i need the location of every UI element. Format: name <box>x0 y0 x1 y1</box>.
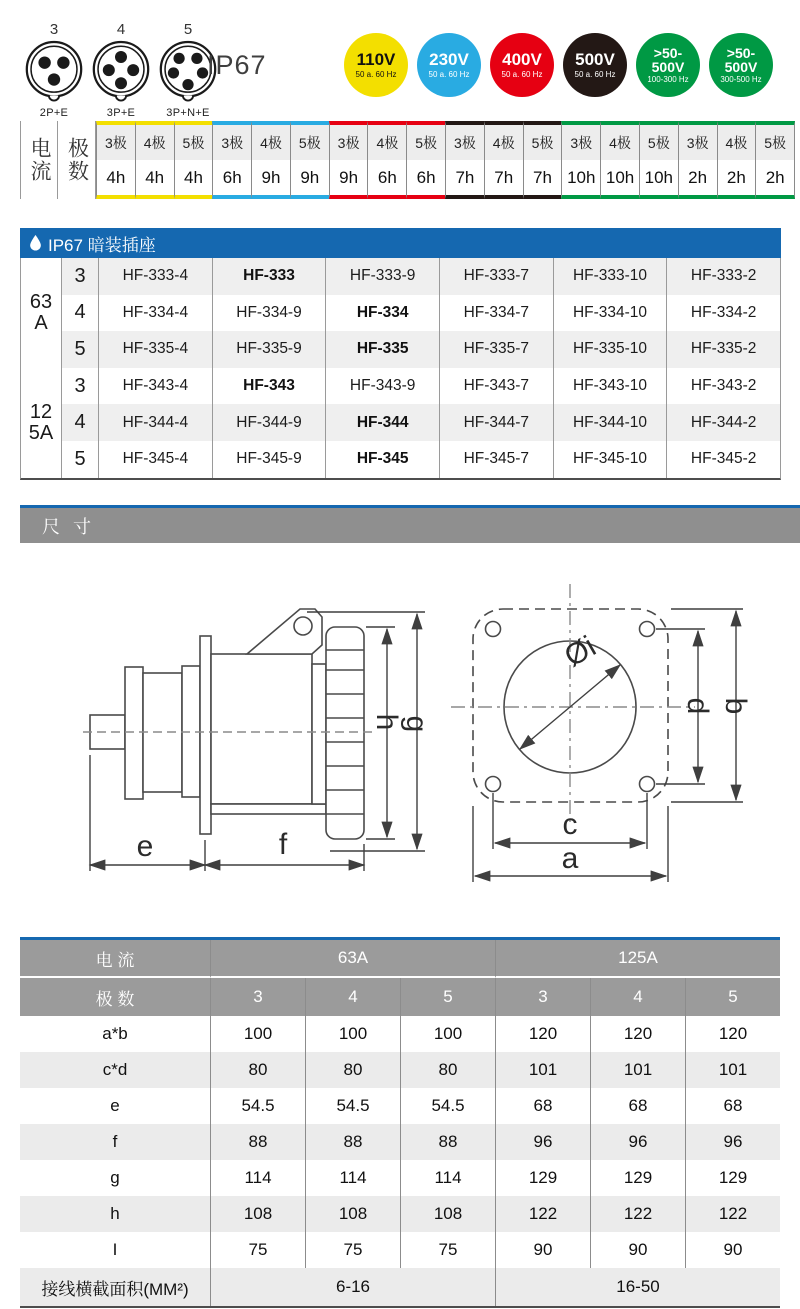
model-cell: HF-343-2 <box>666 368 780 405</box>
connector-4pin <box>91 22 151 119</box>
dimensions-section-header <box>20 505 800 543</box>
pole-cell: 4极 <box>601 125 639 160</box>
voltage-badges <box>344 33 773 97</box>
model-cell: HF-345 <box>325 441 439 478</box>
pole-cell: 4极 <box>485 125 523 160</box>
dim-row-label: h <box>20 1196 210 1232</box>
hour-col <box>290 121 329 199</box>
hour-col <box>523 121 562 199</box>
hour-cell: 10h <box>601 160 639 195</box>
connector-pin-count: 5 <box>183 21 193 38</box>
dim-value: 88 <box>210 1124 305 1160</box>
model-cell: HF-334-2 <box>666 295 780 332</box>
model-cell: HF-343-10 <box>553 368 667 405</box>
hour-col <box>367 121 406 199</box>
model-cell: HF-343-9 <box>325 368 439 405</box>
hour-col <box>251 121 290 199</box>
dim-value: 90 <box>590 1232 685 1268</box>
dim-row-label: f <box>20 1124 210 1160</box>
current-63a-header: 63A <box>210 940 495 978</box>
frequency-label: 100-300 Hz <box>647 75 689 85</box>
dim-row-label: e <box>20 1088 210 1124</box>
front-view-drawing <box>445 572 780 917</box>
model-cell: HF-344-2 <box>666 404 780 441</box>
wire-section-value: 16-50 <box>495 1268 780 1306</box>
model-cell: HF-344 <box>325 404 439 441</box>
dim-value: 75 <box>305 1232 400 1268</box>
pole-cell: 4极 <box>136 125 174 160</box>
pole-cell: 5极 <box>640 125 678 160</box>
model-cell: HF-334-7 <box>439 295 553 332</box>
hour-col <box>561 121 600 199</box>
voltage-label: >50- <box>653 44 683 61</box>
pole-cell: 3极 <box>213 125 251 160</box>
hour-col <box>212 121 251 199</box>
hour-cell: 9h <box>330 160 368 195</box>
pole-cell: 5极 <box>175 125 213 160</box>
model-cell: HF-343 <box>212 368 326 405</box>
dim-value: 96 <box>495 1124 590 1160</box>
dim-value: 120 <box>685 1016 780 1052</box>
ip-rating-text: IP67 <box>207 50 267 80</box>
dim-value: 108 <box>400 1196 495 1232</box>
model-cell: HF-345-2 <box>666 441 780 478</box>
dim-value: 122 <box>685 1196 780 1232</box>
frequency-label: 50 a. 60 Hz <box>428 69 470 79</box>
connector-pin-count: 3 <box>49 21 59 38</box>
hour-col <box>174 121 213 199</box>
dim-value: 108 <box>210 1196 305 1232</box>
pole-row-header: 极数 <box>58 121 96 199</box>
voltage-label: 500V <box>575 50 615 70</box>
dim-value: 120 <box>495 1016 590 1052</box>
model-cell: HF-334-10 <box>553 295 667 332</box>
voltage-badge-50-500v-low <box>636 33 700 97</box>
hour-col <box>678 121 717 199</box>
pole-cell: 3极 <box>330 125 368 160</box>
pole-cell: 4极 <box>718 125 756 160</box>
hour-col <box>755 121 795 199</box>
dim-value: 80 <box>305 1052 400 1088</box>
hour-cell: 2h <box>756 160 794 195</box>
models-section-title: IP67 暗装插座 <box>48 235 156 255</box>
pole-cell: 5极 <box>291 125 329 160</box>
dim-value: 120 <box>590 1016 685 1052</box>
hour-cell: 9h <box>252 160 290 195</box>
hour-col <box>406 121 445 199</box>
model-cell: HF-335-7 <box>439 331 553 368</box>
model-cell: HF-344-7 <box>439 404 553 441</box>
dim-value: 96 <box>685 1124 780 1160</box>
dim-value: 100 <box>400 1016 495 1052</box>
hour-col <box>445 121 484 199</box>
dim-value: 100 <box>210 1016 305 1052</box>
pole-cell: 3极 <box>446 125 484 160</box>
model-cell: HF-335-2 <box>666 331 780 368</box>
dim-value: 88 <box>305 1124 400 1160</box>
connector-config-label: 2P+E <box>39 107 69 119</box>
model-cell: HF-333-2 <box>666 258 780 295</box>
voltage-label: 400V <box>502 50 542 70</box>
voltage-badge-50-500v-high <box>709 33 773 97</box>
pole-count-cell: 5 <box>61 441 98 478</box>
model-cell: HF-335-10 <box>553 331 667 368</box>
dim-value: 100 <box>305 1016 400 1052</box>
connector-3pin-icon <box>24 39 84 105</box>
hour-col <box>639 121 678 199</box>
dim-value: 54.5 <box>305 1088 400 1124</box>
model-cell: HF-333-9 <box>325 258 439 295</box>
dim-value: 96 <box>590 1124 685 1160</box>
hour-cell: 4h <box>136 160 174 195</box>
pole-header: 5 <box>685 978 780 1016</box>
pole-cell: 5极 <box>524 125 562 160</box>
dimensions-section-title: 尺 寸 <box>42 516 96 537</box>
dim-value: 114 <box>305 1160 400 1196</box>
dim-value: 129 <box>495 1160 590 1196</box>
dim-value: 129 <box>590 1160 685 1196</box>
model-cell: HF-333-7 <box>439 258 553 295</box>
dim-value: 122 <box>590 1196 685 1232</box>
model-cell: HF-333 <box>212 258 326 295</box>
dim-label-c: c <box>562 808 578 841</box>
dim-value: 90 <box>685 1232 780 1268</box>
pole-cell: 5极 <box>756 125 794 160</box>
voltage-badge-400v <box>490 33 554 97</box>
model-cell: HF-333-10 <box>553 258 667 295</box>
model-cell: HF-345-10 <box>553 441 667 478</box>
connector-3pin <box>24 22 84 119</box>
water-drop-icon <box>30 235 41 251</box>
frequency-label: 50 a. 60 Hz <box>501 69 543 79</box>
connector-pinout-group <box>24 22 218 119</box>
hour-col <box>600 121 639 199</box>
model-cell: HF-345-4 <box>98 441 212 478</box>
pole-hour-table <box>20 121 795 199</box>
dim-value: 122 <box>495 1196 590 1232</box>
dim-value: 101 <box>590 1052 685 1088</box>
voltage-badge-110v <box>344 33 408 97</box>
current-row-header: 电流 <box>20 121 58 199</box>
hour-cell: 4h <box>97 160 135 195</box>
dim-value: 101 <box>685 1052 780 1088</box>
dim-value: 68 <box>685 1088 780 1124</box>
pole-count-cell: 3 <box>61 258 98 295</box>
current-header-label: 电 流 <box>20 940 210 978</box>
dim-value: 129 <box>685 1160 780 1196</box>
model-cell: HF-334 <box>325 295 439 332</box>
hour-col <box>484 121 523 199</box>
model-cell: HF-334-4 <box>98 295 212 332</box>
hour-cell: 9h <box>291 160 329 195</box>
frequency-label: 50 a. 60 Hz <box>355 69 397 79</box>
model-cell: HF-345-7 <box>439 441 553 478</box>
model-cell: HF-333-4 <box>98 258 212 295</box>
model-cell: HF-343-4 <box>98 368 212 405</box>
voltage-badge-500v <box>563 33 627 97</box>
dim-value: 75 <box>400 1232 495 1268</box>
pole-header: 3 <box>210 978 305 1016</box>
voltage-label: 230V <box>429 50 469 70</box>
connector-config-label: 3P+E <box>106 107 136 119</box>
connector-config-label: 3P+N+E <box>166 107 210 119</box>
model-cell: HF-335-4 <box>98 331 212 368</box>
pole-count-cell: 5 <box>61 331 98 368</box>
hour-cell: 2h <box>718 160 756 195</box>
hour-cell: 7h <box>524 160 562 195</box>
dim-value: 54.5 <box>210 1088 305 1124</box>
dim-label-h: h <box>370 713 403 731</box>
model-cell: HF-343-7 <box>439 368 553 405</box>
hour-cell: 6h <box>407 160 445 195</box>
pole-header: 3 <box>495 978 590 1016</box>
hour-cell: 4h <box>175 160 213 195</box>
voltage-label: 500V <box>724 59 758 75</box>
dim-value: 68 <box>590 1088 685 1124</box>
models-table <box>20 258 781 480</box>
pole-count-cell: 4 <box>61 404 98 441</box>
pole-header: 5 <box>400 978 495 1016</box>
current-rating-cell: 125A <box>21 368 61 478</box>
dim-label-b: b <box>719 697 752 715</box>
model-cell: HF-335-9 <box>212 331 326 368</box>
model-cell: HF-344-9 <box>212 404 326 441</box>
wire-section-label: 接线横截面积(MM²) <box>20 1268 210 1306</box>
dim-label-f: f <box>278 828 288 861</box>
dim-value: 75 <box>210 1232 305 1268</box>
dim-row-label: g <box>20 1160 210 1196</box>
hour-col <box>135 121 174 199</box>
hour-cell: 6h <box>368 160 406 195</box>
voltage-label: 500V <box>651 59 685 75</box>
hour-cell: 7h <box>446 160 484 195</box>
hour-cell: 10h <box>562 160 600 195</box>
dim-value: 80 <box>210 1052 305 1088</box>
pole-header: 4 <box>305 978 400 1016</box>
dim-label-d: d <box>681 697 714 715</box>
pole-cell: 5极 <box>407 125 445 160</box>
dim-row-label: c*d <box>20 1052 210 1088</box>
hour-col <box>96 121 135 199</box>
pole-header: 4 <box>590 978 685 1016</box>
dim-value: 88 <box>400 1124 495 1160</box>
dim-value: 80 <box>400 1052 495 1088</box>
current-rating-cell: 63A <box>21 258 61 368</box>
pole-count-cell: 3 <box>61 368 98 405</box>
dim-value: 68 <box>495 1088 590 1124</box>
voltage-badge-230v <box>417 33 481 97</box>
voltage-label: 110V <box>356 50 396 70</box>
dim-value: 101 <box>495 1052 590 1088</box>
model-cell: HF-344-4 <box>98 404 212 441</box>
side-view-drawing <box>55 572 445 912</box>
dim-value: 108 <box>305 1196 400 1232</box>
dim-value: 114 <box>400 1160 495 1196</box>
current-125a-header: 125A <box>495 940 780 978</box>
hour-col <box>329 121 368 199</box>
model-cell: HF-345-9 <box>212 441 326 478</box>
model-cell: HF-335 <box>325 331 439 368</box>
hour-cell: 7h <box>485 160 523 195</box>
hour-cell: 6h <box>213 160 251 195</box>
hour-col <box>717 121 756 199</box>
pole-header-label: 极 数 <box>20 978 210 1016</box>
connector-4pin-icon <box>91 39 151 105</box>
models-section-header <box>20 228 781 258</box>
dim-label-a: a <box>561 842 579 875</box>
pole-cell: 4极 <box>368 125 406 160</box>
dimension-values-table <box>20 937 780 1308</box>
voltage-label: >50- <box>726 44 756 61</box>
dim-row-label: I <box>20 1232 210 1268</box>
frequency-label: 300-500 Hz <box>720 75 762 85</box>
pole-cell: 4极 <box>252 125 290 160</box>
dim-label-diameter: Øi <box>559 629 602 674</box>
model-cell: HF-334-9 <box>212 295 326 332</box>
connector-pin-count: 4 <box>116 21 126 38</box>
dim-value: 114 <box>210 1160 305 1196</box>
dim-row-label: a*b <box>20 1016 210 1052</box>
dim-label-g: g <box>400 715 433 733</box>
pole-cell: 3极 <box>679 125 717 160</box>
pole-cell: 3极 <box>562 125 600 160</box>
wire-section-value: 6-16 <box>210 1268 495 1306</box>
hour-cell: 10h <box>640 160 678 195</box>
frequency-label: 50 a. 60 Hz <box>574 69 616 79</box>
dim-label-e: e <box>136 830 154 863</box>
dim-value: 54.5 <box>400 1088 495 1124</box>
pole-count-cell: 4 <box>61 295 98 332</box>
pole-cell: 3极 <box>97 125 135 160</box>
model-cell: HF-344-10 <box>553 404 667 441</box>
dim-value: 90 <box>495 1232 590 1268</box>
hour-cell: 2h <box>679 160 717 195</box>
